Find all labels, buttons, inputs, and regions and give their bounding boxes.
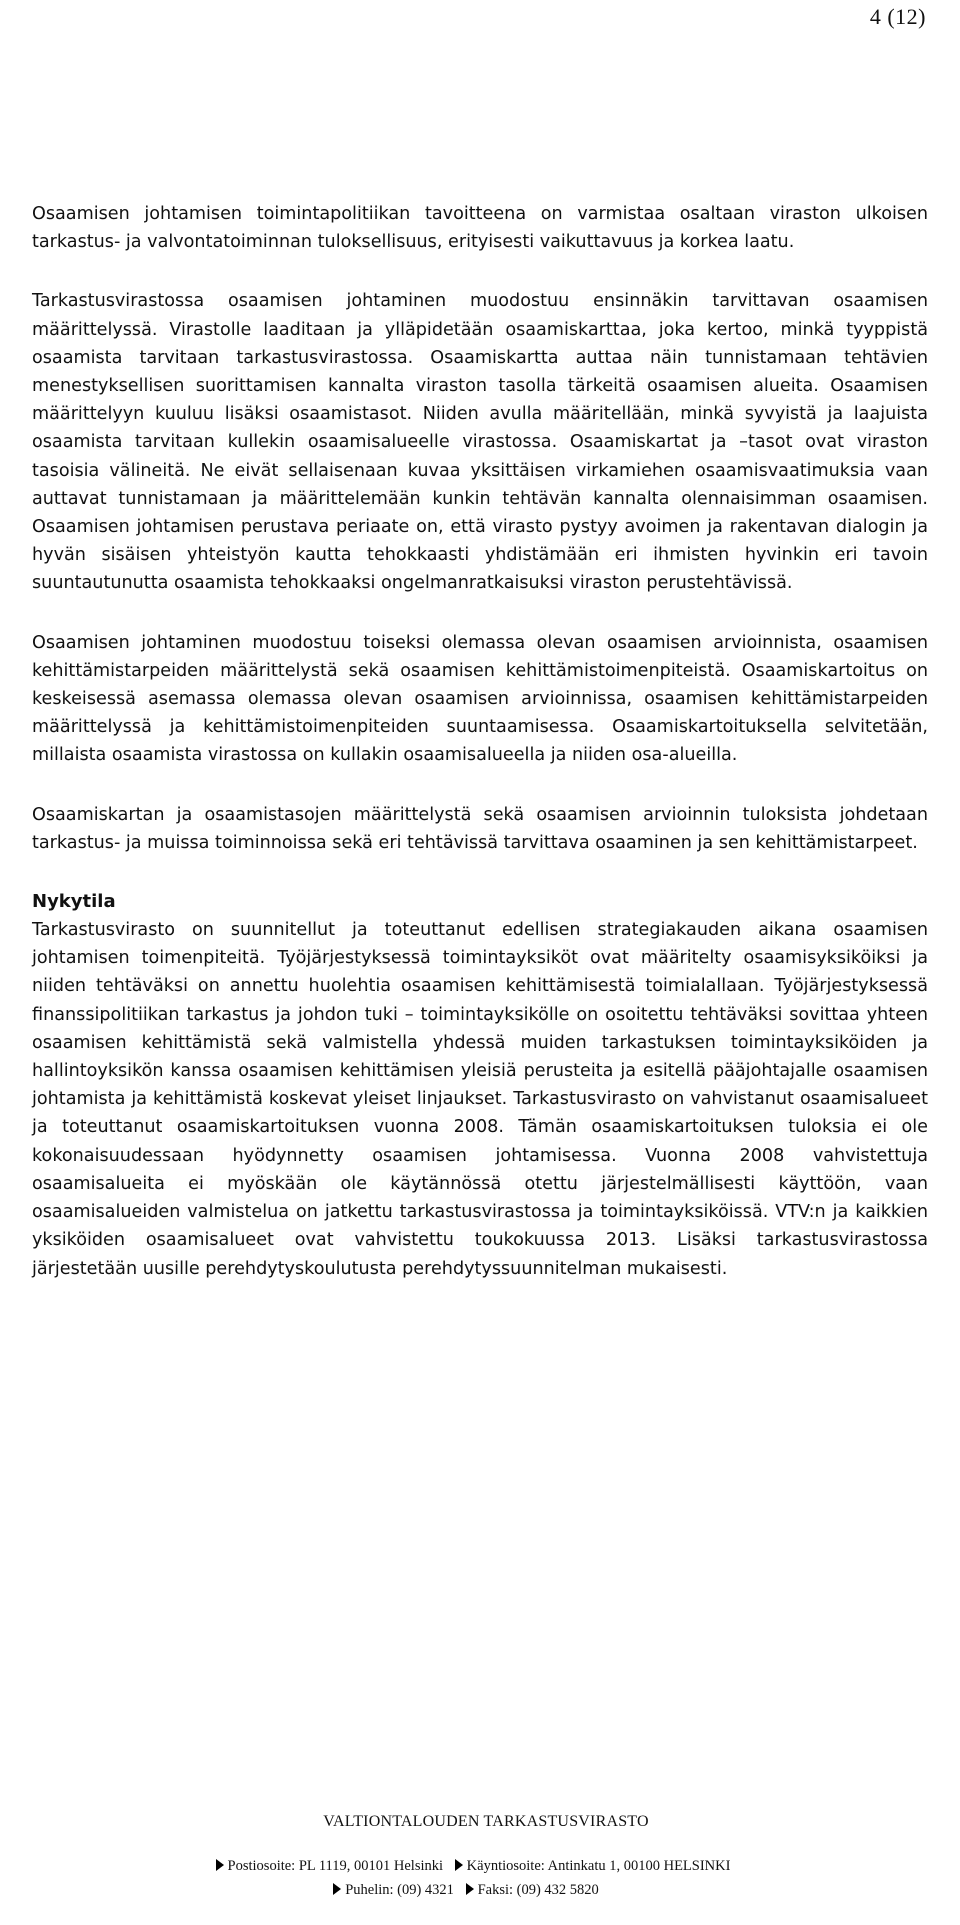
- footer-phone: Puhelin: (09) 4321: [345, 1882, 454, 1898]
- footer-organization: VALTIONTALOUDEN TARKASTUSVIRASTO: [323, 1813, 649, 1830]
- footer-visiting-address-item: [455, 1855, 731, 1877]
- footer-fax-item: [466, 1879, 599, 1901]
- right-triangle-icon: [466, 1883, 474, 1895]
- right-triangle-icon: [333, 1883, 341, 1895]
- paragraph-competence-definition: Tarkastusvirastossa osaamisen johtaminen muodostuu ensinnäkin tarvittavan osaamisen määrittelyssä. Virastolle laaditaan ja ylläpidetään osaamiskarttaa, joka kertoo, minkä tyyppistä osaamista tarvitaan tarkastusvirastossa. Osaamiskartta auttaa näin tunnistamaan tehtävien menestyksellisen suorittamisen kannalta viraston tasolla tärkeitä osaamisen alueita. Osaamisen määrittelyyn kuuluu lisäksi osaamistasot. Niiden avulla määritellään, minkä syvyistä ja laajuista osaamista tarvitaan kullekin osaamisalueelle virastossa. Osaamiskartat ja –tasot ovat viraston tasoisia välineitä. Ne eivät sellaisenaan kuvaa yksittäisen virkamiehen osaamisvaatimuksia vaan auttavat tunnistamaan ja määrittelemään kunkin tehtävän kannalta olennaisimman osaamisen. Osaamisen johtamisen perustava periaate on, että virasto pystyy avoimen ja rakentavan dialogin ja hyvän sisäisen yhteistyön kautta tehokkaasti yhdistämään eri ihmisten hyvinkin eri tavoin suuntautunutta osaamista tehokkaaksi ongelmanratkaisuksi viraston perustehtävissä.: [32, 291, 928, 594]
- section-heading-current-state: Nykytila: [32, 891, 116, 913]
- paragraph-competence-assessment: Osaamisen johtaminen muodostuu toiseksi olemassa olevan osaamisen arvioinnista, osaamisen kehittämistarpeiden määrittelystä sekä osaamisen kehittämistoimenpiteistä. Osaamiskartoitus on keskeisessä asemassa olemassa olevan osaamisen arvioinnissa, osaamisen kehittämistarpeiden määrittelyssä ja kehittämistoimenpiteiden suuntaamisessa. Osaamiskartoituksella selvitetään, millaista osaamista virastossa on kullakin osaamisalueella ja niiden osa-alueilla.: [32, 632, 928, 766]
- right-triangle-icon: [216, 1859, 224, 1871]
- paragraph-current-state: Tarkastusvirasto on suunnitellut ja toteuttanut edellisen strategiakauden aikana osaamisen johtamisen toimenpiteitä. Työjärjestyksessä toimintayksiköt ovat määritelty osaamisyksiköiksi ja niiden tehtäväksi on annettu huolehtia osaamisen kehittämisestä toimialallaan. Työjärjestyksessä finanssipolitiikan tarkastus ja johdon tuki – toimintayksikölle on osoitettu tehtäväksi sovittaa yhteen osaamisen kehittämistä sekä valmistella yhdessä muiden tarkastuksen toimintayksiköiden ja hallintoyksikön kanssa osaamisen kehittämisen yleisiä perusteita ja esitellä pääjohtajalle osaamisen johtamista ja kehittämistä koskevat yleiset linjaukset. Tarkastusvirasto on vahvistanut osaamisalueet ja toteuttanut osaamiskartoituksen vuonna 2008. Tämän osaamiskartoituksen tuloksia ei ole kokonaisuudessaan hyödynnetty osaamisen johtamisessa. Vuonna 2008 vahvistettuja osaamisalueita ei myöskään ole käytännössä otettu järjestelmällisesti käyttöön, vaan osaamisalueiden valmistelua on jatkettu tarkastusvirastossa ja toimintayksiköissä. VTV:n ja kaikkien yksiköiden osaamisalueet ovat vahvistettu toukokuussa 2013. Lisäksi tarkastusvirastossa järjestetään uusille perehdytyskoulutusta perehdytyssuunnitelman mukaisesti.: [32, 920, 928, 1279]
- footer-postal-address: Postiosoite: PL 1119, 00101 Helsinki: [227, 1858, 444, 1874]
- footer-visiting-address: Käyntiosoite: Antinkatu 1, 00100 HELSINKI: [466, 1858, 731, 1874]
- footer-address-line: [0, 1855, 960, 1877]
- footer-phone-item: [333, 1879, 454, 1901]
- page-number: 4 (12): [869, 4, 926, 29]
- footer-postal-address-item: [216, 1855, 444, 1877]
- right-triangle-icon: [455, 1859, 463, 1871]
- footer-fax: Faksi: (09) 432 5820: [477, 1882, 599, 1898]
- paragraph-policy-goal: Osaamisen johtamisen toimintapolitiikan tavoitteena on varmistaa osaltaan viraston ulkoisen tarkastus- ja valvontatoiminnan tuloksellisuus, erityisesti vaikuttavuus ja korkea laatu.: [32, 204, 928, 253]
- paragraph-competence-needs: Osaamiskartan ja osaamistasojen määrittelystä sekä osaamisen arvioinnin tuloksista johdetaan tarkastus- ja muissa toiminnoissa sekä eri tehtävissä tarvittava osaaminen ja sen kehittämistarpeet.: [32, 804, 928, 853]
- footer-contact-line: [0, 1879, 960, 1901]
- page-footer: [0, 1813, 960, 1901]
- document-body: [32, 200, 928, 1283]
